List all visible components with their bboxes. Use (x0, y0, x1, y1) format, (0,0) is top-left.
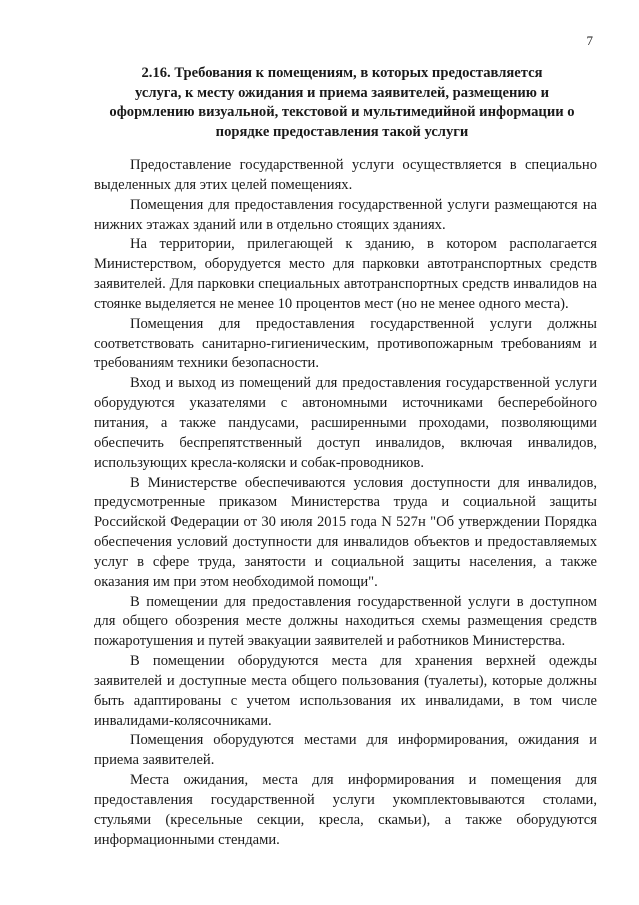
paragraph: Помещения оборудуются местами для информирования, ожидания и приема заявителей. (94, 732, 597, 769)
section-heading (96, 64, 588, 142)
page-number: 7 (586, 33, 593, 48)
paragraph: Вход и выход из помещений для предоставления государственной услуги оборудуются указателями с автономными источниками бесперебойного питания, а также пандусами, расширенными проходами, позволяющими обеспечить беспрепятственный доступ инвалидов, включая инвалидов, использующих кресла-коляски и собак-проводников. (94, 375, 597, 471)
paragraph: Помещения для предоставления государственной услуги должны соответствовать санитарно-гигиеническим, противопожарным требованиям и требованиям техники безопасности. (94, 315, 597, 372)
section-heading-line: услуга, к месту ожидания и приема заявителей, размещению и (135, 84, 549, 101)
section-heading-line: порядке предоставления такой услуги (215, 123, 469, 140)
paragraph: Предоставление государственной услуги осуществляется в специально выделенных для этих целей помещениях. (94, 157, 597, 193)
section-heading-line: оформлению визуальной, текстовой и мультимедийной информации о (109, 104, 575, 121)
section-heading-line: 2.16. Требования к помещениям, в которых предоставляется (141, 65, 543, 81)
paragraph: В Министерстве обеспечиваются условия доступности для инвалидов, предусмотренные приказом Министерства труда и социальной защиты Российской Федерации от 30 июля 2015 года N 527н "Об утверждении Порядка обеспечения условий доступности для инвалидов объектов и предоставляемых услуг в сфере труда, занятости и социальной защиты населения, а также оказания им при этом необходимой помощи". (94, 474, 597, 590)
paragraph: В помещении оборудуются места для хранения верхней одежды заявителей и доступные места общего пользования (туалеты), которые должны быть адаптированы с учетом использования их инвалидами, в том числе инвалидами-колясочниками. (94, 653, 597, 729)
body-text (94, 156, 597, 851)
paragraph: На территории, прилегающей к зданию, в котором располагается Министерством, оборудуется место для парковки автотранспортных средств заявителей. Для парковки специальных автотранспортных средств инвалидов на стоянке выделяется не менее 10 процентов мест (но не менее одного места). (94, 236, 597, 312)
paragraph: Помещения для предоставления государственной услуги размещаются на нижних этажах зданий или в отдельно стоящих зданиях. (94, 196, 597, 233)
paragraph: Места ожидания, места для информирования и помещения для предоставления государственной услуги укомплектовываются столами, стульями (кресельные секции, кресла, скамьи), а также оборудуются информационными стендами. (94, 772, 597, 848)
paragraph: В помещении для предоставления государственной услуги в доступном для общего обозрения месте должны находиться схемы размещения средств пожаротушения и путей эвакуации заявителей и работников Министерства. (94, 593, 597, 650)
